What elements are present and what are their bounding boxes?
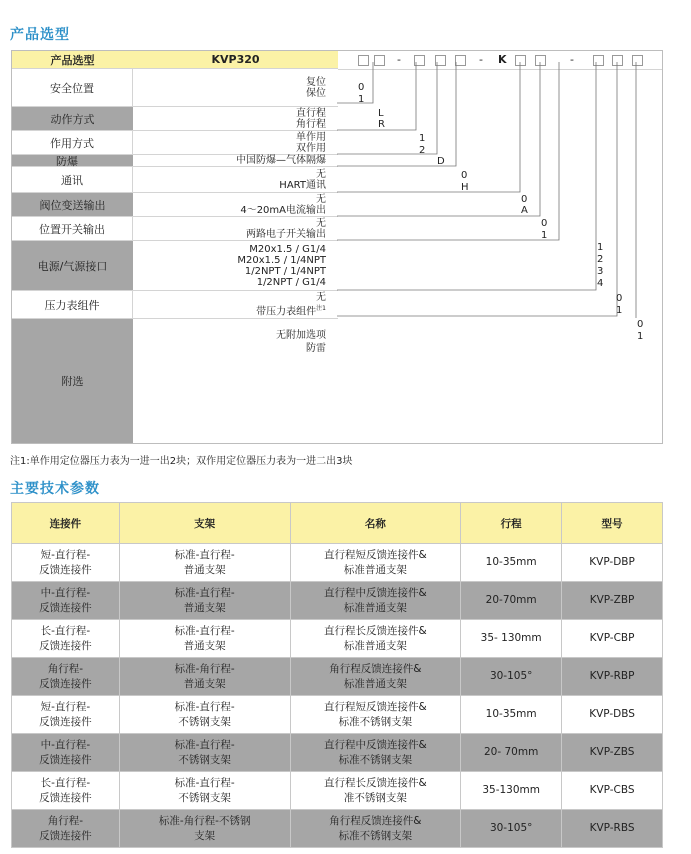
cell-name — [290, 620, 461, 658]
cell-line: 标准-直行程- — [174, 700, 235, 713]
cell-conn — [12, 772, 120, 810]
cell-stroke: 20-70mm — [461, 582, 562, 620]
row-label: 附选 — [12, 319, 133, 443]
cell-line: 直行程短反馈连接件& — [324, 548, 427, 561]
cell-name — [290, 810, 461, 848]
col-header: 名称 — [290, 503, 461, 544]
cell-line: 直行程长反馈连接件& — [324, 776, 427, 789]
header-label: 产品选型 — [50, 53, 95, 67]
cell-line: 标准普通支架 — [343, 601, 407, 614]
table-row — [12, 658, 663, 696]
row-label: 安全位置 — [12, 69, 133, 106]
code-comm-0: 0 — [461, 170, 468, 181]
option: 无 — [316, 193, 326, 205]
cell-conn — [12, 810, 120, 848]
cell-line: 反馈连接件 — [39, 791, 92, 804]
row-label: 阀位变送输出 — [12, 193, 133, 216]
cell-conn — [12, 620, 120, 658]
code-gauge-0: 0 — [616, 293, 623, 304]
cell-stroke: 30-105° — [461, 658, 562, 696]
cell-line: 标准-角行程-不锈钢 — [158, 814, 251, 827]
cell-bracket — [119, 658, 290, 696]
code-explosion-d: D — [437, 156, 445, 167]
option: 无 — [316, 291, 326, 303]
cell-model: KVP-DBS — [562, 696, 663, 734]
cell-stroke: 20- 70mm — [461, 734, 562, 772]
cell-conn — [12, 696, 120, 734]
option: 1/2NPT / G1/4 — [256, 276, 326, 288]
cell-line: 角行程反馈连接件& — [329, 662, 422, 675]
cell-model: KVP-DBP — [562, 544, 663, 582]
cell-model: KVP-CBP — [562, 620, 663, 658]
col-header: 支架 — [119, 503, 290, 544]
section-title-selection: 产品选型 — [10, 27, 70, 43]
table-row — [12, 734, 663, 772]
option: 单作用 — [296, 131, 326, 143]
code-port-1: 1 — [597, 242, 604, 253]
code-safety-1: 1 — [358, 94, 365, 105]
cell-name — [290, 772, 461, 810]
code-output-a: A — [521, 205, 528, 216]
table-row — [12, 810, 663, 848]
cell-line: 准不锈钢支架 — [343, 791, 407, 804]
cell-line: 不锈钢支架 — [178, 753, 231, 766]
code-k: K — [498, 53, 507, 66]
cell-line: 短-直行程- — [40, 548, 91, 561]
code-port-2: 2 — [597, 254, 604, 265]
cell-bracket — [119, 582, 290, 620]
option: 防雷 — [306, 343, 326, 354]
col-header: 行程 — [461, 503, 562, 544]
table-row — [12, 582, 663, 620]
cell-model: KVP-ZBS — [562, 734, 663, 772]
cell-line: 标准-角行程- — [174, 662, 235, 675]
cell-line: 反馈连接件 — [39, 601, 92, 614]
col-header: 型号 — [562, 503, 663, 544]
code-action-l: L — [378, 108, 384, 119]
option: 角行程 — [296, 118, 326, 130]
cell-conn — [12, 582, 120, 620]
cell-line: 反馈连接件 — [39, 677, 92, 690]
cell-model: KVP-RBS — [562, 810, 663, 848]
table-row — [12, 772, 663, 810]
code-extra-1: 1 — [637, 331, 644, 342]
code-dash: - — [479, 53, 483, 66]
cell-line: 长-直行程- — [40, 624, 91, 637]
params-header-row — [12, 503, 663, 544]
cell-line: 标准不锈钢支架 — [338, 829, 413, 842]
cell-bracket — [119, 696, 290, 734]
cell-line: 标准普通支架 — [343, 677, 407, 690]
cell-line: 长-直行程- — [40, 776, 91, 789]
code-acting-2: 2 — [419, 145, 426, 156]
cell-line: 标准不锈钢支架 — [338, 715, 413, 728]
cell-line: 标准-直行程- — [174, 776, 235, 789]
option: 无 — [316, 168, 326, 180]
cell-line: 直行程长反馈连接件& — [324, 624, 427, 637]
option: HART通讯 — [279, 179, 326, 191]
footnote: 注1:单作用定位器压力表为一进一出2块；双作用定位器压力表为一进二出3块 — [10, 456, 353, 467]
cell-line: 标准普通支架 — [343, 639, 407, 652]
cell-conn — [12, 544, 120, 582]
cell-name — [290, 734, 461, 772]
cell-line: 普通支架 — [183, 601, 226, 614]
cell-line: 中-直行程- — [40, 738, 91, 751]
option: 双作用 — [296, 142, 326, 154]
option: 保位 — [306, 87, 326, 99]
cell-stroke: 10-35mm — [461, 696, 562, 734]
cell-line: 标准-直行程- — [174, 624, 235, 637]
cell-line: 标准普通支架 — [343, 563, 407, 576]
cell-line: 标准-直行程- — [174, 548, 235, 561]
cell-bracket — [119, 734, 290, 772]
cell-line: 反馈连接件 — [39, 563, 92, 576]
code-port-3: 3 — [597, 266, 604, 277]
code-gauge-1: 1 — [616, 305, 623, 316]
code-dash: - — [397, 53, 401, 66]
cell-line: 反馈连接件 — [39, 639, 92, 652]
row-label: 动作方式 — [12, 107, 133, 130]
cell-line: 角行程反馈连接件& — [329, 814, 422, 827]
code-switch-0: 0 — [541, 218, 548, 229]
option: 中国防爆—气体隔爆 — [236, 155, 326, 166]
option: 1/2NPT / 1/4NPT — [244, 265, 326, 277]
cell-line: 反馈连接件 — [39, 829, 92, 842]
cell-bracket — [119, 810, 290, 848]
cell-stroke: 10-35mm — [461, 544, 562, 582]
code-output-0: 0 — [521, 194, 528, 205]
cell-line: 反馈连接件 — [39, 715, 92, 728]
cell-line: 支架 — [194, 829, 216, 842]
cell-line: 普通支架 — [183, 677, 226, 690]
cell-line: 短-直行程- — [40, 700, 91, 713]
option: M20x1.5 / G1/4 — [249, 243, 326, 255]
footnote-mark: 注1 — [316, 304, 326, 312]
cell-bracket — [119, 620, 290, 658]
section-title-params: 主要技术参数 — [10, 481, 100, 497]
option-text: 带压力表组件 — [256, 306, 317, 318]
cell-stroke: 35-130mm — [461, 772, 562, 810]
cell-line: 反馈连接件 — [39, 753, 92, 766]
cell-model: KVP-RBP — [562, 658, 663, 696]
cell-model: KVP-ZBP — [562, 582, 663, 620]
cell-line: 角行程- — [47, 814, 84, 827]
cell-bracket — [119, 544, 290, 582]
row-label: 通讯 — [12, 167, 133, 192]
row-label: 位置开关输出 — [12, 217, 133, 240]
cell-name — [290, 658, 461, 696]
code-safety-0: 0 — [358, 82, 365, 93]
cell-line: 标准-直行程- — [174, 738, 235, 751]
code-switch-1: 1 — [541, 230, 548, 241]
option: M20x1.5 / 1/4NPT — [237, 254, 326, 266]
params-table — [11, 502, 663, 848]
table-row — [12, 544, 663, 582]
cell-line: 普通支架 — [183, 563, 226, 576]
code-extra-0: 0 — [637, 319, 644, 330]
code-action-r: R — [378, 119, 385, 130]
option: 无附加选项 — [276, 330, 326, 341]
option: 直行程 — [296, 107, 326, 119]
code-port-4: 4 — [597, 278, 604, 289]
col-header: 连接件 — [12, 503, 120, 544]
cell-conn — [12, 658, 120, 696]
cell-stroke: 30-105° — [461, 810, 562, 848]
cell-name — [290, 582, 461, 620]
row-label: 作用方式 — [12, 131, 133, 154]
cell-model: KVP-CBS — [562, 772, 663, 810]
header-model: KVP320 — [211, 53, 260, 66]
option: 两路电子开关输出 — [246, 228, 326, 240]
code-dash: - — [570, 53, 574, 66]
cell-name — [290, 696, 461, 734]
cell-line: 直行程中反馈连接件& — [324, 586, 427, 599]
option: 4～20mA电流输出 — [240, 204, 326, 216]
cell-line: 标准不锈钢支架 — [338, 753, 413, 766]
code-acting-1: 1 — [419, 133, 426, 144]
code-comm-h: H — [461, 182, 469, 193]
cell-line: 直行程中反馈连接件& — [324, 738, 427, 751]
cell-line: 直行程短反馈连接件& — [324, 700, 427, 713]
row-label: 电源/气源接口 — [12, 241, 133, 290]
cell-line: 中-直行程- — [40, 586, 91, 599]
cell-line: 不锈钢支架 — [178, 715, 231, 728]
option: 无 — [316, 217, 326, 229]
table-row — [12, 620, 663, 658]
cell-line: 不锈钢支架 — [178, 791, 231, 804]
row-label: 压力表组件 — [12, 291, 133, 318]
cell-name — [290, 544, 461, 582]
cell-line: 标准-直行程- — [174, 586, 235, 599]
cell-line: 角行程- — [47, 662, 84, 675]
cell-conn — [12, 734, 120, 772]
option: 复位 — [306, 76, 326, 88]
table-row — [12, 696, 663, 734]
cell-bracket — [119, 772, 290, 810]
row-label: 防爆 — [12, 155, 133, 166]
cell-line: 普通支架 — [183, 639, 226, 652]
cell-stroke: 35- 130mm — [461, 620, 562, 658]
